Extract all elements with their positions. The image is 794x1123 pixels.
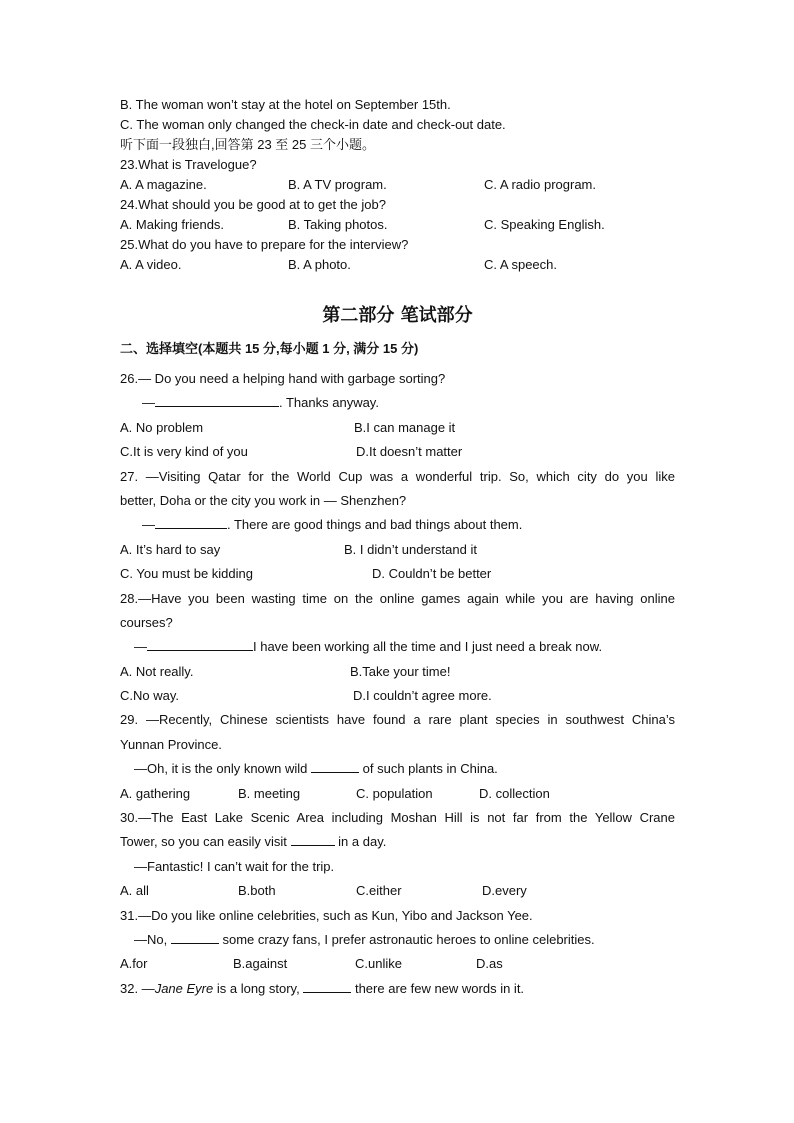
q30-stem-line1: 30.—The East Lake Scenic Area including Moshan Hill is not far from the Yellow Crane bbox=[120, 810, 675, 826]
q27-option-d: D. Couldn’t be better bbox=[372, 566, 492, 582]
q27-options-cd bbox=[120, 562, 675, 586]
q26-stem: 26.— Do you need a helping hand with garbage sorting? bbox=[120, 371, 446, 386]
q30-option-b: B.both bbox=[238, 883, 276, 899]
q27-answer-blank[interactable] bbox=[155, 514, 227, 529]
q27-option-a: A. It’s hard to say bbox=[120, 541, 221, 557]
q28-option-c: C.No way. bbox=[120, 688, 179, 704]
q30-reply: —Fantastic! I can’t wait for the trip. bbox=[134, 858, 335, 874]
q31-reply-suffix: some crazy fans, I prefer astronautic heroes to online celebrities. bbox=[222, 931, 595, 947]
q31-option-a: A.for bbox=[120, 956, 148, 972]
q30-answer-blank[interactable] bbox=[291, 831, 335, 846]
q28-reply-prefix: — bbox=[134, 639, 147, 655]
q32-middle: is a long story, bbox=[216, 980, 300, 996]
q31-options bbox=[120, 952, 675, 976]
q29-answer-blank[interactable] bbox=[311, 758, 359, 773]
q30-option-a: A. all bbox=[120, 883, 149, 899]
q23-option-c: C. A radio program. bbox=[484, 177, 596, 192]
q24-option-a: A. Making friends. bbox=[120, 217, 225, 232]
q25-option-b: B. A photo. bbox=[288, 257, 351, 272]
listening-option-b: B. The woman won’t stay at the hotel on September 15th. bbox=[120, 97, 451, 112]
q23-stem: 23.What is Travelogue? bbox=[120, 157, 257, 172]
q30-option-c: C.either bbox=[356, 883, 402, 899]
q29-option-b: B. meeting bbox=[238, 785, 301, 801]
q26-option-c: C.It is very kind of you bbox=[120, 444, 248, 460]
q27-stem-line2: better, Doha or the city you work in — Shenzhen? bbox=[120, 492, 407, 508]
questions bbox=[120, 367, 675, 1001]
section-title: 二、选择填空(本题共 15 分,每小题 1 分, 满分 15 分) bbox=[120, 341, 419, 356]
q31-reply-prefix: —No, bbox=[134, 931, 168, 947]
q25-option-a: A. A video. bbox=[120, 257, 182, 272]
q27-option-c: C. You must be kidding bbox=[120, 566, 253, 582]
q25-option-c: C. A speech. bbox=[484, 257, 557, 272]
q26-answer-blank[interactable] bbox=[155, 392, 279, 407]
q31-answer-blank[interactable] bbox=[171, 929, 219, 944]
q30-stem-line2 bbox=[120, 830, 675, 854]
q26-reply-prefix: — bbox=[142, 395, 155, 411]
q26-reply-suffix: . Thanks anyway. bbox=[279, 395, 379, 411]
q27-reply bbox=[120, 513, 675, 537]
exam-page bbox=[120, 95, 675, 1001]
q30-options bbox=[120, 879, 675, 903]
q31-reply bbox=[120, 928, 675, 952]
q25-options bbox=[120, 255, 675, 275]
q29-stem-line2: Yunnan Province. bbox=[120, 736, 222, 752]
q24-option-b: B. Taking photos. bbox=[288, 217, 388, 232]
q29-reply bbox=[120, 757, 675, 781]
q24-stem: 24.What should you be good at to get the job? bbox=[120, 197, 386, 212]
q28-stem-line2: courses? bbox=[120, 614, 173, 630]
q24-option-c: C. Speaking English. bbox=[484, 217, 605, 232]
q28-option-a: A. Not really. bbox=[120, 663, 194, 679]
q29-reply-suffix: of such plants in China. bbox=[362, 761, 498, 777]
q25-stem: 25.What do you have to prepare for the interview? bbox=[120, 237, 409, 252]
q32-suffix: there are few new words in it. bbox=[354, 980, 525, 996]
q26-option-b: B.I can manage it bbox=[354, 419, 456, 435]
listening-option-c: C. The woman only changed the check-in date and check-out date. bbox=[120, 117, 506, 132]
q31-option-c: C.unlike bbox=[355, 956, 402, 972]
q29-option-c: C. population bbox=[356, 785, 433, 801]
q26-option-a: A. No problem bbox=[120, 419, 204, 435]
q27-options-ab bbox=[120, 538, 675, 562]
q30-stem-suffix: in a day. bbox=[338, 834, 387, 850]
q26-option-d: D.It doesn’t matter bbox=[356, 444, 463, 460]
q27-option-b: B. I didn’t understand it bbox=[344, 541, 477, 557]
q27-reply-prefix: — bbox=[142, 517, 155, 533]
listening-instruction: 听下面一段独白,回答第 23 至 25 三个小题。 bbox=[120, 137, 375, 152]
part-title: 第二部分 笔试部分 bbox=[322, 305, 473, 326]
q28-stem-line1: 28.—Have you been wasting time on the online games again while you are having online bbox=[120, 590, 675, 606]
q32-prefix: 32. — bbox=[120, 980, 155, 996]
q26-options-ab bbox=[120, 416, 675, 440]
q29-reply-prefix: —Oh, it is the only known wild bbox=[134, 761, 308, 777]
q29-options bbox=[120, 782, 675, 806]
q24-options bbox=[120, 215, 675, 235]
q29-option-a: A. gathering bbox=[120, 785, 191, 801]
q29-stem-line1: 29. —Recently, Chinese scientists have found a rare plant species in southwest China’s bbox=[120, 712, 675, 728]
q32-answer-blank[interactable] bbox=[303, 978, 351, 993]
q23-option-b: B. A TV program. bbox=[288, 177, 387, 192]
q28-reply bbox=[120, 635, 675, 659]
q32-book-title: Jane Eyre bbox=[154, 980, 214, 996]
q27-stem-line1: 27. —Visiting Qatar for the World Cup was a wonderful trip. So, which city do you like bbox=[120, 468, 675, 484]
q28-reply-suffix: I have been working all the time and I just need a break now. bbox=[253, 639, 603, 655]
q30-option-d: D.every bbox=[482, 883, 527, 899]
q23-options bbox=[120, 175, 675, 195]
q28-option-b: B.Take your time! bbox=[350, 663, 451, 679]
q31-stem: 31.—Do you like online celebrities, such as Kun, Yibo and Jackson Yee. bbox=[120, 907, 533, 923]
q28-answer-blank[interactable] bbox=[147, 636, 253, 651]
q31-option-d: D.as bbox=[476, 956, 503, 972]
q29-option-d: D. collection bbox=[479, 785, 550, 801]
q28-options-ab bbox=[120, 660, 675, 684]
q26-reply bbox=[120, 391, 675, 415]
q31-option-b: B.against bbox=[233, 956, 288, 972]
q30-stem-prefix: Tower, so you can easily visit bbox=[120, 834, 287, 850]
q28-options-cd bbox=[120, 684, 675, 708]
q32-stem bbox=[120, 977, 675, 1001]
q27-reply-suffix: . There are good things and bad things about them. bbox=[227, 517, 523, 533]
q28-option-d: D.I couldn’t agree more. bbox=[353, 688, 492, 704]
q26-options-cd bbox=[120, 440, 675, 464]
q23-option-a: A. A magazine. bbox=[120, 177, 207, 192]
